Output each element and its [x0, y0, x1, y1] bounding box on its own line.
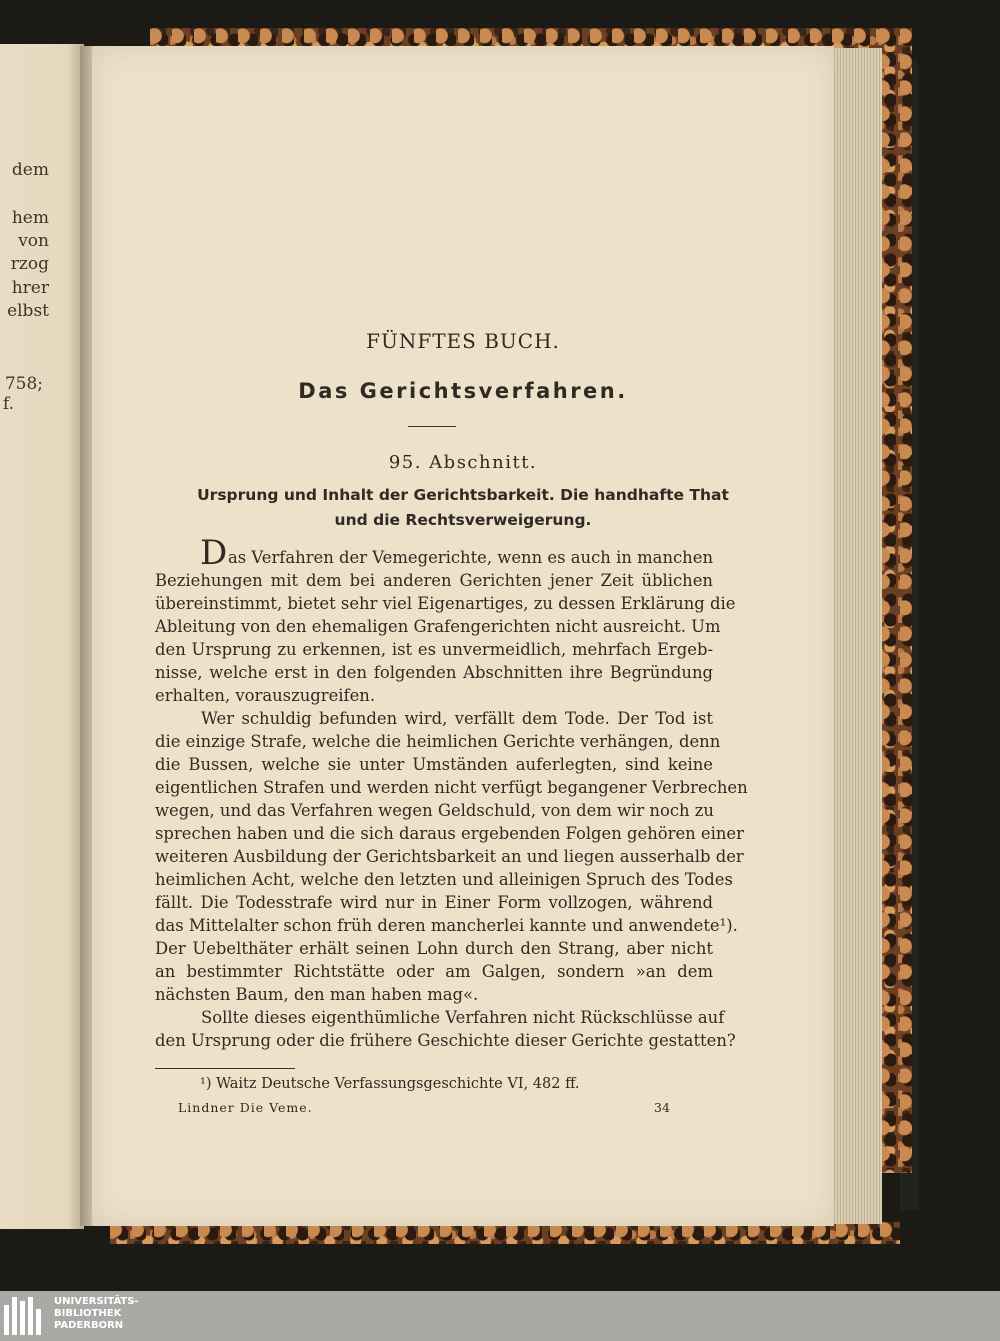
left-fragment: rzog [10, 254, 49, 274]
text-line: Beziehungen mit dem bei anderen Gerichten jener Zeit üblichen [155, 571, 713, 590]
library-logo-text [54, 1296, 139, 1332]
book-label: FÜNFTES BUCH. [366, 329, 560, 353]
left-page [0, 44, 84, 1229]
printer-signature: Lindner Die Veme. [178, 1100, 313, 1115]
text-line: Sollte dieses eigenthümliche Verfahren nicht Rückschlüsse auf [201, 1008, 725, 1027]
left-fragment: hem [11, 208, 49, 228]
text-line: an bestimmter Richtstätte oder am Galgen, sondern »an dem [155, 962, 713, 981]
section-heading: 95. Abschnitt. [388, 452, 538, 473]
library-footer [0, 1291, 1000, 1341]
text-line: nisse, welche erst in den folgenden Abschnitten ihre Begründung [155, 663, 713, 682]
text-line: nächsten Baum, den man haben mag«. [155, 985, 479, 1004]
text-line: Wer schuldig befunden wird, verfällt dem Tode. Der Tod ist [201, 709, 713, 728]
left-fragment: dem [11, 160, 49, 180]
text-line: erhalten, vorauszugreifen. [155, 686, 376, 705]
text-line: das Mittelalter schon früh deren mancherlei kannte und anwendete¹). [155, 916, 738, 935]
drop-cap: D [200, 533, 228, 573]
text-line: weiteren Ausbildung der Gerichtsbarkeit an und liegen ausserhalb der [155, 847, 744, 866]
logo-line: PADERBORN [54, 1320, 124, 1331]
logo-line: UNIVERSITÄTS- [54, 1296, 139, 1307]
text-line: Der Uebelthäter erhält seinen Lohn durch den Strang, aber nicht [155, 939, 713, 958]
footnote: ¹) Waitz Deutsche Verfassungsgeschichte VI, 482 ff. [200, 1076, 580, 1092]
text-line: den Ursprung zu erkennen, ist es unvermeidlich, mehrfach Ergeb- [155, 640, 713, 659]
text-line: eigentlichen Strafen und werden nicht verfügt begangener Verbrechen [155, 778, 748, 797]
logo-line: BIBLIOTHEK [54, 1308, 122, 1319]
section-subtitle: Ursprung und Inhalt der Gerichtsbarkeit. Die handhafte That [197, 486, 729, 504]
text-line: as Verfahren der Vemegerichte, wenn es auch in manchen [228, 548, 713, 567]
text-line: fällt. Die Todesstrafe wird nur in Einer Form vollzogen, während [155, 893, 713, 912]
title-rule [408, 426, 456, 427]
left-fragment: 758; [4, 374, 43, 394]
text-line: die einzige Strafe, welche die heimlichen Gerichte verhängen, denn [155, 732, 721, 751]
text-line: die Bussen, welche sie unter Umständen auferlegten, sind keine [155, 755, 713, 774]
page-stack [832, 48, 882, 1224]
book-page [92, 46, 834, 1226]
text-line: den Ursprung oder die frühere Geschichte dieser Gerichte gestatten? [155, 1031, 736, 1050]
text-line: Ableitung von den ehemaligen Grafengerichten nicht ausreicht. Um [155, 617, 721, 636]
footnote-rule [155, 1068, 295, 1069]
library-logo-icon [4, 1297, 46, 1335]
marbled-edge-right [878, 28, 912, 1173]
left-fragment: hrer [11, 278, 49, 298]
text-line: übereinstimmt, bietet sehr viel Eigenartiges, zu dessen Erklärung die [155, 594, 736, 613]
signature-number: 34 [654, 1100, 670, 1115]
left-fragment: elbst [7, 301, 49, 321]
left-fragment: von [18, 231, 49, 251]
text-line: heimlichen Acht, welche den letzten und alleinigen Spruch des Todes [155, 870, 733, 889]
text-line: sprechen haben und die sich daraus ergebenden Folgen gehören einer [155, 824, 744, 843]
left-fragment: f. [2, 394, 14, 414]
text-line: wegen, und das Verfahren wegen Geldschuld, von dem wir noch zu [155, 801, 714, 820]
chapter-title: Das Gerichtsverfahren. [298, 379, 628, 403]
section-subtitle: und die Rechtsverweigerung. [334, 511, 592, 529]
